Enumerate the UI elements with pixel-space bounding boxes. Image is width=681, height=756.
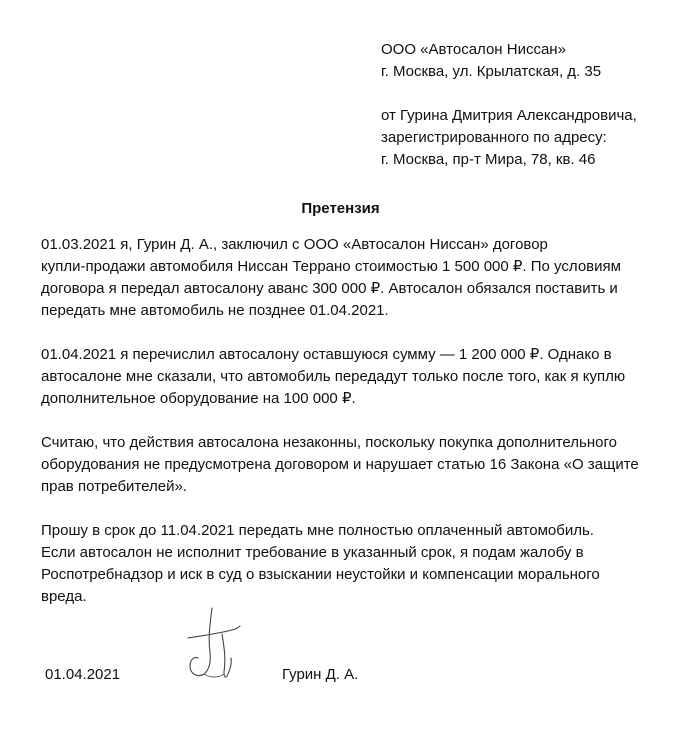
signature-date: 01.04.2021 xyxy=(45,666,121,683)
text-line: 01.03.2021 я, Гурин Д. А., заключил с ООО «Автосалон Ниссан» договор xyxy=(41,236,548,253)
text-line: автосалоне мне сказали, что автомобиль передадут только после того, как я куплю xyxy=(41,368,626,385)
sender-address: г. Москва, пр-т Мира, 78, кв. 46 xyxy=(381,151,596,168)
paragraph-contract xyxy=(41,234,661,322)
sender-registration-label: зарегистрированного по адресу: xyxy=(381,129,607,146)
document-title: Претензия xyxy=(301,200,380,217)
text-line: 01.04.2021 я перечислил автосалону оставшуюся сумму — 1 200 000 ₽. Однако в xyxy=(41,346,612,363)
text-line: договора я передал автосалону аванс 300 000 ₽. Автосалон обязался поставить и xyxy=(41,280,618,297)
text-line: передать мне автомобиль не позднее 01.04.2021. xyxy=(41,302,389,319)
text-line: дополнительное оборудование на 100 000 ₽. xyxy=(41,390,356,407)
text-line: прав потребителей». xyxy=(41,478,187,495)
text-line: вреда. xyxy=(41,588,87,605)
signatory-name: Гурин Д. А. xyxy=(282,666,359,683)
text-line: купли-продажи автомобиля Ниссан Террано стоимостью 1 500 000 ₽. По условиям xyxy=(41,258,621,275)
paragraph-payment xyxy=(41,344,661,410)
signature-icon xyxy=(180,604,250,684)
sender-name: от Гурина Дмитрия Александровича, xyxy=(381,107,637,124)
text-line: Если автосалон не исполнит требование в указанный срок, я подам жалобу в xyxy=(41,544,584,561)
text-line: Роспотребнадзор и иск в суд о взыскании неустойки и компенсации морального xyxy=(41,566,600,583)
text-line: Считаю, что действия автосалона незаконны, поскольку покупка дополнительного xyxy=(41,434,617,451)
spacer xyxy=(381,83,637,105)
addressee-block xyxy=(381,39,637,171)
document-body xyxy=(41,234,661,630)
paragraph-demand xyxy=(41,520,661,608)
text-line: оборудования не предусмотрена договором и нарушает статью 16 Закона «О защите xyxy=(41,456,639,473)
text-line: Прошу в срок до 11.04.2021 передать мне полностью оплаченный автомобиль. xyxy=(41,522,594,539)
paragraph-violation xyxy=(41,432,661,498)
addressee-company: ООО «Автосалон Ниссан» xyxy=(381,41,566,58)
addressee-address: г. Москва, ул. Крылатская, д. 35 xyxy=(381,63,602,80)
